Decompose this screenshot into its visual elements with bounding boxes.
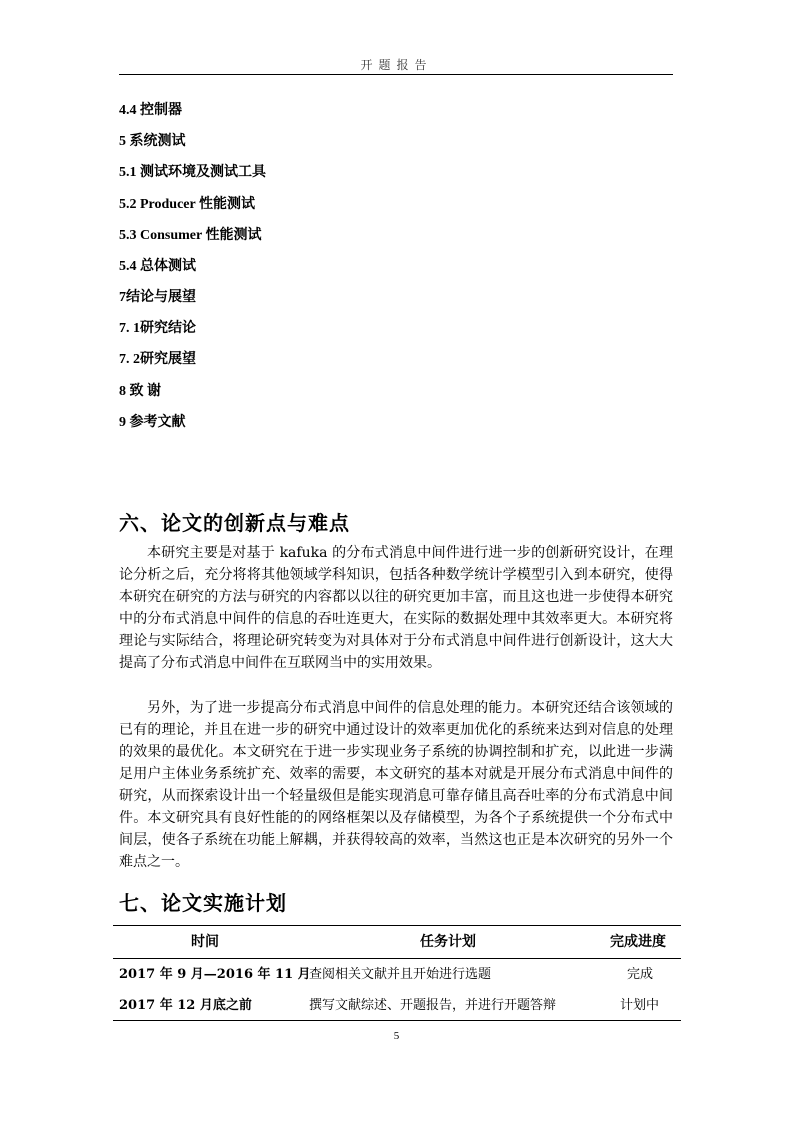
paragraph: 另外，为了进一步提高分布式消息中间件的信息处理的能力。本研究还结合该领域的已有的理论，并且在进一步的研究中通过设计的效率更加优化的系统来达到对信息的处理的效果的最优化。本文研究在于进一步实现业务子系统的协调控制和扩充，以此进一步满足用户主体业务系统扩充、效率的需要，本文研究的基本对就是开展分布式消息中间件的研究，从而探索设计出一个轻量级但是能实现消息可靠存储且高吞吐率的分布式消息中间件。本文研究具有良好性能的的网络框架以及存储模型，为各个子系统提供一个分布式中间层，使各子系统在功能上解耦，并获得较高的效率，当然这也正是本次研究的另外一个难点之一。 <box>119 700 673 870</box>
page-header-title: 开题报告 <box>360 58 433 72</box>
toc-item: 8 致 谢 <box>119 384 161 399</box>
table-header-task: 任务计划 <box>420 934 476 950</box>
table-cell-task: 撰写文献综述、开题报告，并进行开题答辩 <box>309 998 557 1013</box>
table-top-rule <box>113 925 681 926</box>
table-header-rule <box>113 958 681 959</box>
section-heading-plan: 七、论文实施计划 <box>119 891 287 915</box>
page-number: 5 <box>393 1030 400 1042</box>
paragraph: 本研究主要是对基于 kafuka 的分布式消息中间件进行进一步的创新研究设计，在理论分析之后，充分将将其他领域学科知识，包括各种数学统计学模型引入到本研究，使得本研究在研究的方法与研究的内容都以以往的研究更加丰富，而且这也进一步使得本研究中的分布式消息中间件的信息的吞吐连更大，在实际的数据处理中其效率更大。本研究将理论与实际结合，将理论研究转变为对具体对于分布式消息中间件进行创新设计，这大大提高了分布式消息中间件在互联网当中的实用效果。 <box>119 545 673 671</box>
toc-item: 5.1 测试环境及测试工具 <box>119 165 266 180</box>
table-cell-time: 2017 年 12 月底之前 <box>119 998 252 1013</box>
toc-item: 7. 2研究展望 <box>119 352 196 367</box>
toc-item: 5.2 Producer 性能测试 <box>119 197 255 212</box>
toc-item: 5 系统测试 <box>119 134 186 149</box>
toc-item: 7结论与展望 <box>119 290 196 305</box>
toc-item: 9 参考文献 <box>119 415 186 430</box>
toc-item: 5.4 总体测试 <box>119 259 196 274</box>
table-cell-progress: 完成 <box>627 967 654 982</box>
table-bottom-rule <box>113 1020 681 1021</box>
table-cell-time: 2017 年 9 月—2016 年 11 月 <box>119 967 311 982</box>
table-header-progress: 完成进度 <box>610 934 666 950</box>
table-cell-progress: 计划中 <box>620 998 660 1013</box>
table-cell-task: 查阅相关文献并且开始进行选题 <box>309 967 492 982</box>
toc-item: 7. 1研究结论 <box>119 321 196 336</box>
table-header-time: 时间 <box>191 934 219 950</box>
toc-item: 5.3 Consumer 性能测试 <box>119 228 262 243</box>
section-heading-innovation: 六、论文的创新点与难点 <box>119 511 350 535</box>
header-divider <box>119 74 673 75</box>
toc-item: 4.4 控制器 <box>119 103 182 118</box>
